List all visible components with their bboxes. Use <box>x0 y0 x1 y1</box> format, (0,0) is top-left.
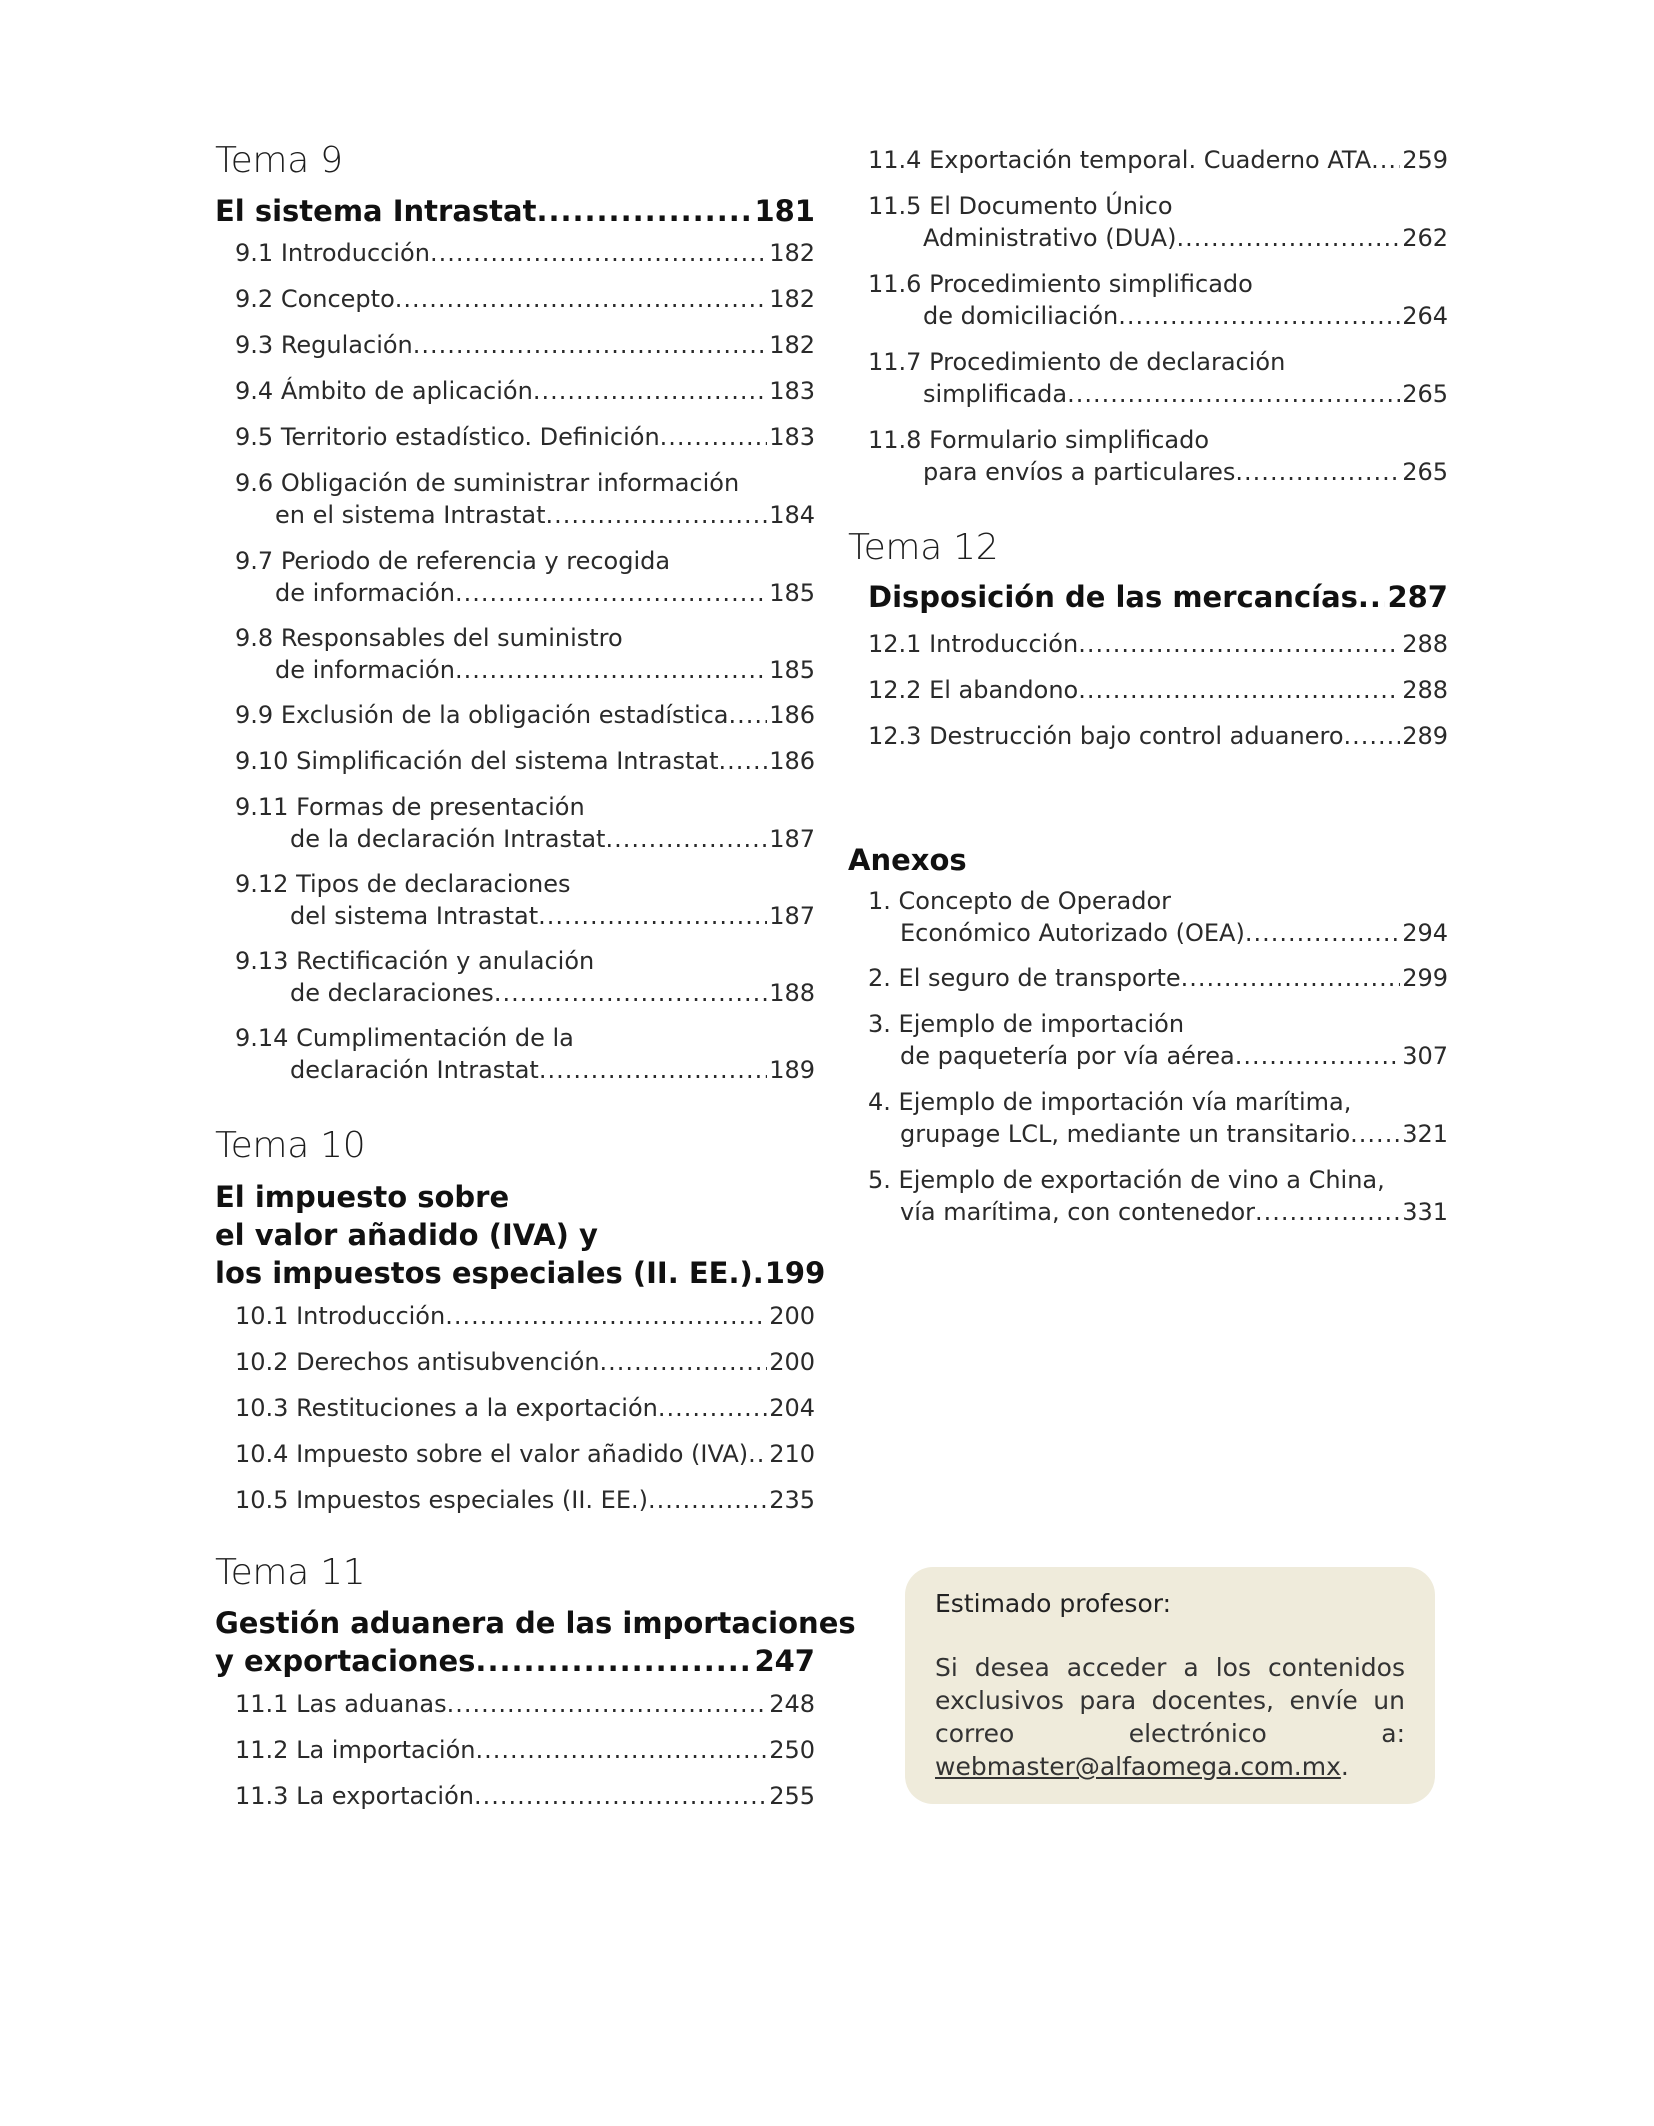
entry-number: 11.1 <box>235 1690 289 1718</box>
entry-number: 2. <box>868 964 891 992</box>
entry-number: 9.10 <box>235 747 289 775</box>
entry-number: 11.4 <box>868 146 922 174</box>
entry-number: 9.13 <box>235 947 289 975</box>
entry-title: Introducción <box>280 239 430 267</box>
entry-page: 184 <box>769 501 815 529</box>
entry-title-line2: de la declaración Intrastat <box>290 825 606 853</box>
entry-number: 10.2 <box>235 1348 289 1376</box>
toc-entry-11-2 <box>235 1734 815 1766</box>
entry-title: El seguro de transporte <box>898 964 1181 992</box>
entry-number: 9.1 <box>235 239 274 267</box>
entry-number: 10.1 <box>235 1302 289 1330</box>
entry-title-line1: Tipos de declaraciones <box>296 870 571 898</box>
entry-number: 1. <box>868 887 891 915</box>
toc-entry-12-2 <box>868 674 1448 706</box>
entry-title-line2: Administrativo (DUA) <box>923 224 1177 252</box>
entry-title-line1: Procedimiento simplificado <box>929 270 1253 298</box>
entry-title-line1: Responsables del suministro <box>280 624 623 652</box>
entry-title: El abandono <box>929 676 1079 704</box>
entry-title: Ámbito de aplicación <box>280 377 533 405</box>
toc-entry-10-1 <box>235 1300 815 1332</box>
entry-page: 235 <box>769 1486 815 1514</box>
toc-entry-11-4 <box>868 144 1448 176</box>
entry-title-line2: de domiciliación <box>923 302 1119 330</box>
entry-title-line1: Periodo de referencia y recogida <box>280 547 671 575</box>
entry-number: 10.3 <box>235 1394 289 1422</box>
entry-page: 187 <box>769 825 815 853</box>
entry-number: 9.11 <box>235 793 289 821</box>
toc-entry-11-7 <box>868 346 1448 410</box>
entry-page: 264 <box>1402 302 1448 330</box>
entry-title: Simplificación del sistema Intrastat <box>296 747 719 775</box>
toc-entry-10-3 <box>235 1392 815 1424</box>
toc-entry-9-1 <box>235 237 815 269</box>
entry-number: 11.3 <box>235 1782 289 1810</box>
entry-number: 9.12 <box>235 870 289 898</box>
tema-12-label: Tema 12 <box>848 527 999 568</box>
toc-entry-11-8 <box>868 424 1448 488</box>
entry-title-line1: El Documento Único <box>929 192 1173 220</box>
entry-page: 183 <box>769 423 815 451</box>
entry-page: 331 <box>1402 1198 1448 1226</box>
notice-trailing-period: . <box>1340 1752 1349 1781</box>
entry-page: 259 <box>1402 146 1448 174</box>
entry-title: Introducción <box>296 1302 446 1330</box>
entry-page: 262 <box>1402 224 1448 252</box>
entry-page: 250 <box>769 1736 815 1764</box>
entry-title: Regulación <box>280 331 413 359</box>
entry-title: La exportación <box>296 1782 474 1810</box>
entry-page: 185 <box>769 579 815 607</box>
entry-title-line2: simplificada <box>923 380 1068 408</box>
chapter-title-text: Disposición de las mercancías <box>868 580 1358 614</box>
entry-number: 11.2 <box>235 1736 289 1764</box>
entry-number: 9.5 <box>235 423 274 451</box>
entry-number: 12.3 <box>868 722 922 750</box>
entry-number: 11.5 <box>868 192 922 220</box>
entry-page: 288 <box>1402 630 1448 658</box>
entry-page: 321 <box>1402 1120 1448 1148</box>
anexos-heading: Anexos <box>848 843 967 877</box>
annex-entry-4 <box>868 1086 1448 1150</box>
chapter-page: 181 <box>754 194 815 228</box>
entry-page: 189 <box>769 1056 815 1084</box>
toc-entry-9-11 <box>235 791 815 855</box>
tema-9-label: Tema 9 <box>215 140 343 181</box>
toc-entry-9-9 <box>235 699 815 731</box>
entry-page: 204 <box>769 1394 815 1422</box>
toc-entry-11-5 <box>868 190 1448 254</box>
entry-page: 186 <box>769 701 815 729</box>
entry-number: 11.6 <box>868 270 922 298</box>
notice-heading: Estimado profesor: <box>935 1589 1172 1618</box>
entry-number: 10.5 <box>235 1486 289 1514</box>
entry-page: 187 <box>769 902 815 930</box>
entry-title-line1: Formulario simplificado <box>929 426 1210 454</box>
entry-title-line2: Económico Autorizado (OEA) <box>900 919 1245 947</box>
entry-page: 265 <box>1402 380 1448 408</box>
tema-11-title <box>215 1604 856 1680</box>
entry-page: 182 <box>769 285 815 313</box>
entry-title-line1: Concepto de Operador <box>898 887 1171 915</box>
toc-entry-11-6 <box>868 268 1448 332</box>
entry-number: 4. <box>868 1088 891 1116</box>
entry-page: 185 <box>769 656 815 684</box>
toc-entry-9-5 <box>235 421 815 453</box>
toc-entry-9-10 <box>235 745 815 777</box>
tema-10-title <box>215 1178 826 1292</box>
entry-title: Exportación temporal. Cuaderno ATA <box>929 146 1372 174</box>
entry-number: 9.14 <box>235 1024 289 1052</box>
toc-entry-9-4 <box>235 375 815 407</box>
entry-title-line2: vía marítima, con contenedor <box>900 1198 1255 1226</box>
entry-title-line2: de información <box>275 656 455 684</box>
entry-title-line1: Ejemplo de exportación de vino a China, <box>898 1166 1385 1194</box>
entry-page: 188 <box>769 979 815 1007</box>
tema-11-label: Tema 11 <box>215 1552 366 1593</box>
toc-entry-9-13 <box>235 945 815 1009</box>
entry-page: 248 <box>769 1690 815 1718</box>
entry-number: 9.9 <box>235 701 274 729</box>
entry-page: 289 <box>1402 722 1448 750</box>
entry-title-line1: Ejemplo de importación <box>898 1010 1185 1038</box>
entry-title: Restituciones a la exportación <box>296 1394 658 1422</box>
toc-entry-9-3 <box>235 329 815 361</box>
entry-title-line2: para envíos a particulares <box>923 458 1236 486</box>
entry-title-line2: grupage LCL, mediante un transitario <box>900 1120 1351 1148</box>
tema-12-title <box>868 578 1448 616</box>
chapter-title-line3: los impuestos especiales (II. EE.) <box>215 1256 753 1290</box>
entry-title: Destrucción bajo control aduanero <box>929 722 1344 750</box>
entry-title: Las aduanas <box>296 1690 447 1718</box>
entry-page: 265 <box>1402 458 1448 486</box>
entry-title-line2: de paquetería por vía aérea <box>900 1042 1235 1070</box>
annex-entry-5 <box>868 1164 1448 1228</box>
chapter-page: 247 <box>754 1644 815 1678</box>
entry-title-line1: Procedimiento de declaración <box>929 348 1286 376</box>
toc-entry-9-7 <box>235 545 815 609</box>
entry-title: Territorio estadístico. Definición <box>280 423 660 451</box>
chapter-title-line2: y exportaciones <box>215 1644 476 1678</box>
entry-number: 11.7 <box>868 348 922 376</box>
entry-page: 288 <box>1402 676 1448 704</box>
tema-10-label: Tema 10 <box>215 1125 366 1166</box>
entry-number: 12.2 <box>868 676 922 704</box>
toc-entry-11-1 <box>235 1688 815 1720</box>
notice-body <box>935 1651 1405 1783</box>
entry-title-line2: en el sistema Intrastat <box>275 501 546 529</box>
chapter-page: 287 <box>1387 580 1448 614</box>
entry-number: 5. <box>868 1166 891 1194</box>
entry-title-line2: declaración Intrastat <box>290 1056 539 1084</box>
teacher-notice-box <box>905 1567 1435 1804</box>
entry-title-line1: Rectificación y anulación <box>296 947 595 975</box>
entry-title-line2: del sistema Intrastat <box>290 902 539 930</box>
toc-entry-10-4 <box>235 1438 815 1470</box>
entry-title-line2: de declaraciones <box>290 979 494 1007</box>
chapter-page: 199 <box>764 1256 826 1290</box>
entry-number: 3. <box>868 1010 891 1038</box>
entry-number: 11.8 <box>868 426 922 454</box>
entry-number: 9.7 <box>235 547 274 575</box>
entry-page: 182 <box>769 239 815 267</box>
entry-page: 200 <box>769 1348 815 1376</box>
toc-entry-10-2 <box>235 1346 815 1378</box>
entry-number: 10.4 <box>235 1440 289 1468</box>
entry-title: Introducción <box>929 630 1079 658</box>
entry-title: Impuestos especiales (II. EE.) <box>296 1486 648 1514</box>
entry-page: 255 <box>769 1782 815 1810</box>
entry-number: 9.3 <box>235 331 274 359</box>
entry-page: 307 <box>1402 1042 1448 1070</box>
entry-title: Exclusión de la obligación estadística <box>280 701 729 729</box>
entry-page: 210 <box>769 1440 815 1468</box>
annex-entry-2 <box>868 962 1448 994</box>
toc-entry-10-5 <box>235 1484 815 1516</box>
entry-title-line2: de información <box>275 579 455 607</box>
toc-entry-9-6 <box>235 467 815 531</box>
toc-entry-12-1 <box>868 628 1448 660</box>
entry-page: 299 <box>1402 964 1448 992</box>
entry-title-line1: Cumplimentación de la <box>296 1024 574 1052</box>
entry-page: 183 <box>769 377 815 405</box>
entry-page: 182 <box>769 331 815 359</box>
entry-title: Derechos antisubvención <box>296 1348 600 1376</box>
chapter-title-line1: Gestión aduanera de las importaciones <box>215 1606 856 1640</box>
toc-entry-9-12 <box>235 868 815 932</box>
toc-entry-9-14 <box>235 1022 815 1086</box>
notice-email-link[interactable]: webmaster@alfaomega.com.mx <box>935 1752 1341 1781</box>
entry-number: 9.8 <box>235 624 274 652</box>
annex-entry-1 <box>868 885 1448 949</box>
chapter-title-line2: el valor añadido (IVA) y <box>215 1218 598 1252</box>
annex-entry-3 <box>868 1008 1448 1072</box>
chapter-title-line1: El impuesto sobre <box>215 1180 510 1214</box>
notice-body-text: Si desea acceder a los contenidos exclusivos para docentes, envíe un correo electrónico a: <box>935 1653 1405 1748</box>
entry-title-line1: Formas de presentación <box>296 793 585 821</box>
toc-entry-12-3 <box>868 720 1448 752</box>
entry-number: 12.1 <box>868 630 922 658</box>
entry-title: Impuesto sobre el valor añadido (IVA) <box>296 1440 749 1468</box>
entry-number: 9.2 <box>235 285 274 313</box>
entry-page: 294 <box>1402 919 1448 947</box>
chapter-title-text: El sistema Intrastat <box>215 194 537 228</box>
entry-page: 200 <box>769 1302 815 1330</box>
entry-number: 9.6 <box>235 469 274 497</box>
entry-page: 186 <box>769 747 815 775</box>
toc-entry-9-8 <box>235 622 815 686</box>
tema-9-title <box>215 192 815 230</box>
entry-title: La importación <box>296 1736 476 1764</box>
entry-title-line1: Obligación de suministrar información <box>280 469 740 497</box>
entry-title: Concepto <box>280 285 395 313</box>
entry-title-line1: Ejemplo de importación vía marítima, <box>898 1088 1352 1116</box>
toc-entry-11-3 <box>235 1780 815 1812</box>
entry-number: 9.4 <box>235 377 274 405</box>
toc-entry-9-2 <box>235 283 815 315</box>
